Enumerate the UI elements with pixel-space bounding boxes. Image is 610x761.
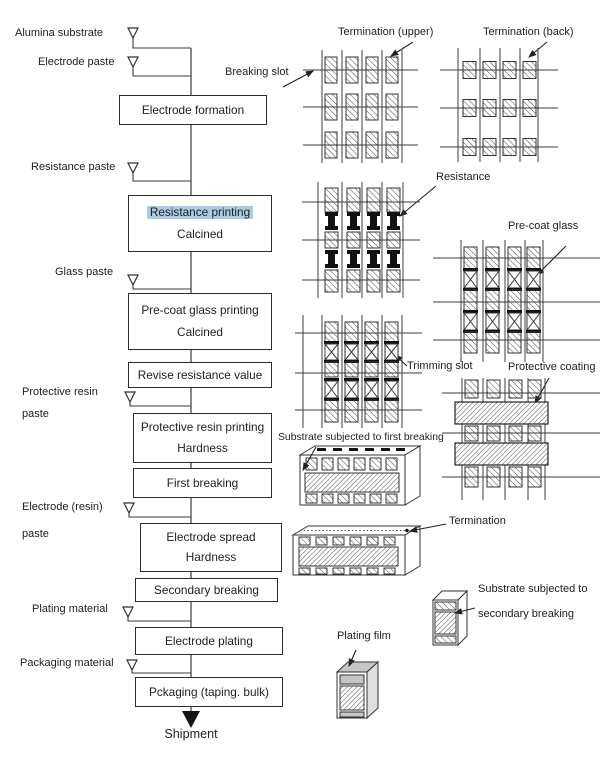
annotation-termination-upper: Termination (upper) bbox=[338, 26, 434, 38]
step-label: Protective resin printing bbox=[140, 420, 265, 435]
triangle-icon bbox=[128, 275, 138, 285]
triangle-icon bbox=[124, 503, 134, 513]
triangle-icon bbox=[128, 57, 138, 67]
secondary-breaking-substrate-3d bbox=[433, 591, 467, 645]
step-label: First breaking bbox=[166, 475, 239, 490]
step-packaging bbox=[135, 677, 283, 707]
step-electrode-plating bbox=[135, 627, 283, 655]
step-first-breaking bbox=[133, 468, 272, 498]
input-label-electrode-resin-2: paste bbox=[22, 528, 49, 540]
input-label-glass-paste: Glass paste bbox=[55, 266, 114, 278]
annotation-breaking-slot: Breaking slot bbox=[225, 66, 289, 78]
input-label-packaging-material: Packaging material bbox=[20, 657, 114, 669]
resistance-arrow bbox=[400, 186, 436, 216]
input-label-protective-resin-2: paste bbox=[22, 408, 49, 420]
step-label: Pckaging (taping. bulk) bbox=[148, 684, 269, 699]
step-revise-resistance-value bbox=[128, 362, 272, 388]
triangle-icon bbox=[127, 660, 137, 670]
annotation-substrate-first-breaking: Substrate subjected to first breaking bbox=[278, 432, 444, 443]
resistance-grid bbox=[302, 182, 420, 298]
annotation-termination: Termination bbox=[449, 515, 506, 527]
step-label: Calcined bbox=[177, 227, 223, 242]
annotation-plating-film: Plating film bbox=[337, 630, 391, 642]
step-secondary-breaking bbox=[135, 578, 278, 602]
input-label-resistance-paste: Resistance paste bbox=[31, 161, 116, 173]
input-label-alumina-substrate: Alumina substrate bbox=[15, 27, 104, 39]
step-pre-coat-glass-printing bbox=[128, 293, 272, 350]
step-label: Electrode spread bbox=[166, 530, 256, 544]
triangle-icon bbox=[128, 28, 138, 38]
step-label: Pre-coat glass printing bbox=[141, 302, 259, 317]
termination-upper-grid bbox=[303, 50, 418, 163]
shipment-label: Shipment bbox=[164, 727, 218, 741]
input-label-plating-material: Plating material bbox=[32, 603, 108, 615]
step-resistance-printing bbox=[128, 195, 272, 252]
protective-coating-grid bbox=[442, 378, 600, 500]
step-protective-resin-printing bbox=[133, 413, 272, 463]
shipment-arrow-icon bbox=[182, 711, 200, 728]
triangle-icon bbox=[123, 607, 133, 617]
annotation-substrate-secondary-1: Substrate subjected to bbox=[478, 583, 588, 595]
plating-film-chip-3d bbox=[337, 662, 378, 718]
termination-substrate-3d bbox=[293, 526, 420, 575]
pre-coat-glass-arrow bbox=[537, 246, 566, 275]
input-label-electrode-paste: Electrode paste bbox=[38, 56, 115, 68]
termination-back-grid bbox=[440, 48, 558, 162]
triangle-icon bbox=[125, 392, 135, 402]
annotation-substrate-secondary-2: secondary breaking bbox=[478, 608, 575, 620]
step-label: Electrode plating bbox=[165, 633, 253, 648]
annotation-pre-coat-glass: Pre-coat glass bbox=[508, 220, 579, 232]
trimming-slot-grid bbox=[295, 315, 422, 428]
step-label: Revise resistance value bbox=[137, 367, 263, 382]
annotation-trimming-slot: Trimming slot bbox=[407, 360, 473, 372]
step-label: Electrode formation bbox=[141, 102, 245, 117]
step-label: Secondary breaking bbox=[154, 582, 259, 597]
step-electrode-formation bbox=[119, 95, 267, 125]
step-label: Calcined bbox=[177, 325, 223, 340]
step-label: Hardness bbox=[185, 550, 237, 564]
first-breaking-substrate-3d bbox=[300, 446, 420, 505]
annotation-protective-coating: Protective coating bbox=[508, 361, 596, 373]
step-label-highlighted: Resistance printing bbox=[147, 206, 253, 219]
input-label-protective-resin: Protective resin bbox=[22, 386, 98, 398]
triangle-icon bbox=[128, 163, 138, 173]
annotation-resistance: Resistance bbox=[436, 171, 491, 183]
step-electrode-spread bbox=[140, 523, 282, 572]
pre-coat-glass-grid bbox=[433, 240, 600, 362]
annotation-termination-back: Termination (back) bbox=[483, 26, 574, 38]
step-label: Hardness bbox=[177, 440, 228, 455]
input-label-electrode-resin: Electrode (resin) bbox=[22, 501, 103, 513]
